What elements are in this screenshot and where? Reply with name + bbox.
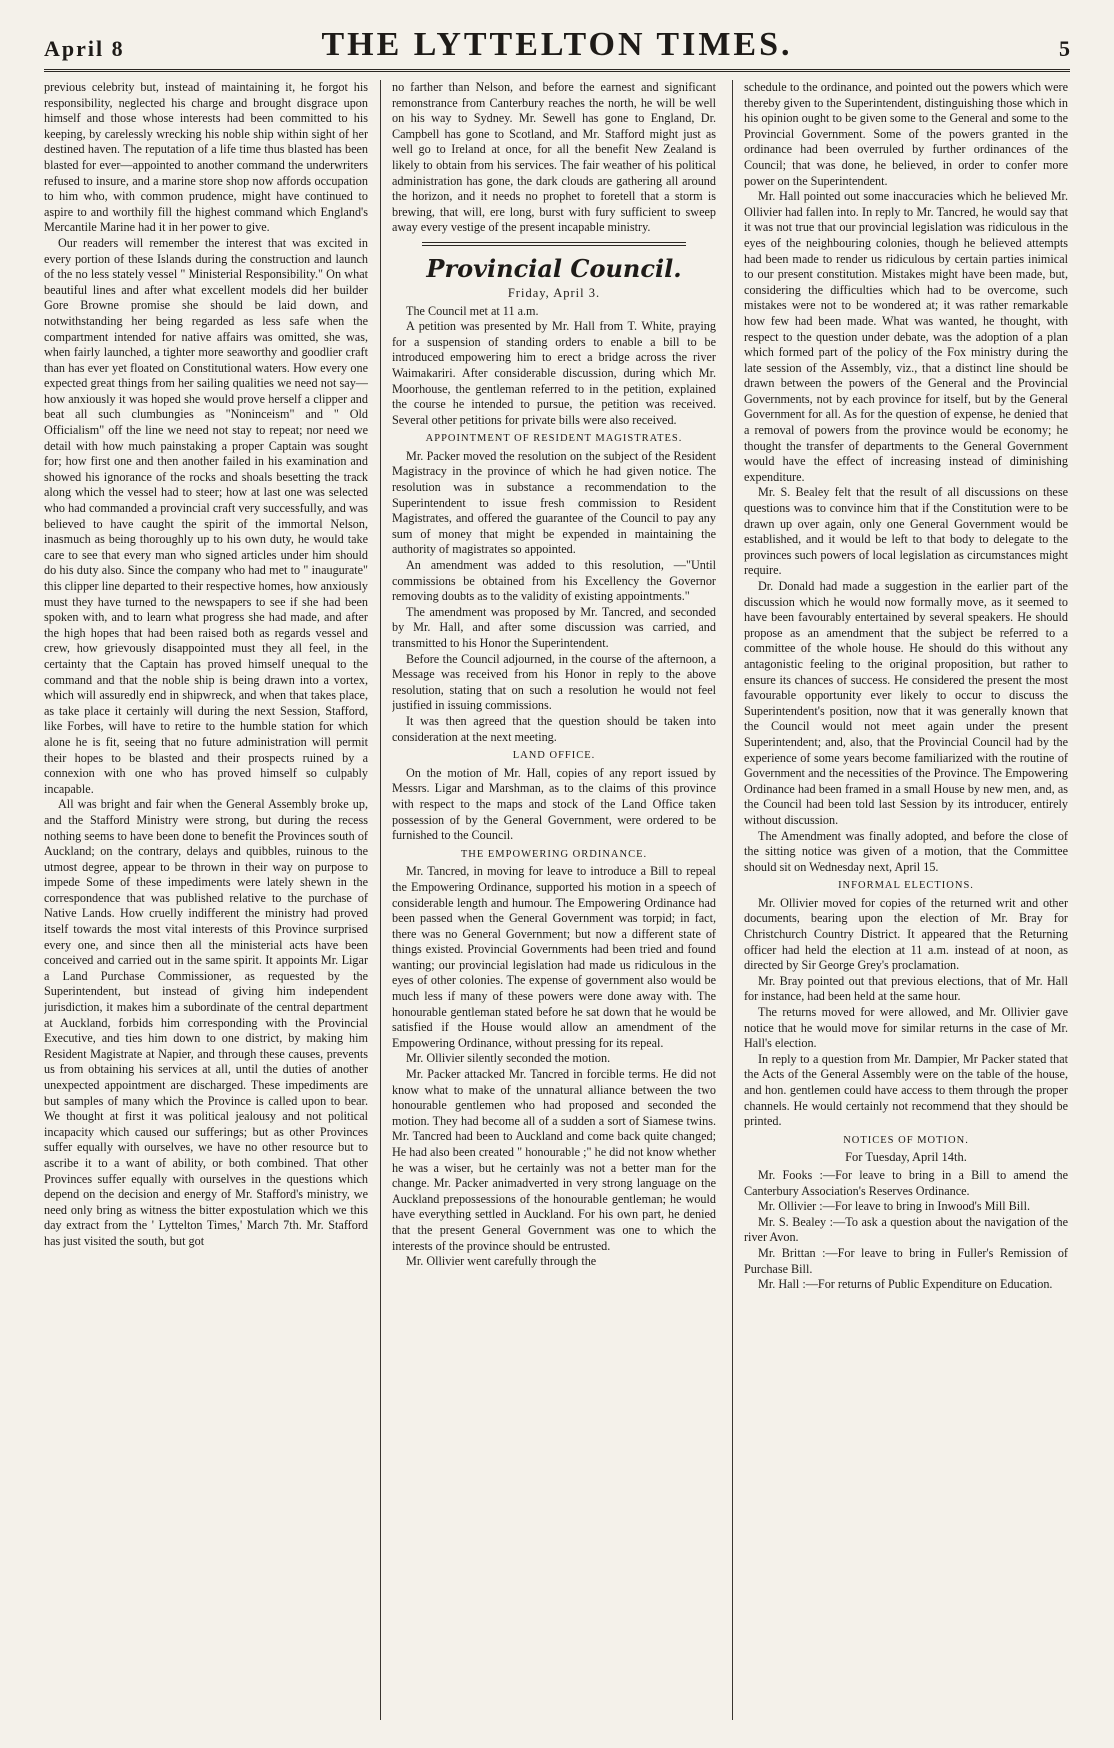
section-rule xyxy=(422,242,686,246)
report-paragraph: It was then agreed that the question should be taken into consideration at the next meeting. xyxy=(392,713,716,744)
report-paragraph: Dr. Donald had made a suggestion in the earlier part of the discussion which he would now formally move, as it seemed to have been favourably entertained by several speakers. He should propose as an amendment that the subject be referred to a committee of the whole house. He should do this without any antagonistic feeling to the original proposition, but rather to ensure its chances of success. He considered the present the most favourable opportunity ever likely to occur to discuss the Superintendent's position, now that it was generally known that the Council would not meet again under the present Superintendent; and, also, that the Provincial Council had by the experience of some years become familiarized with the routine of Government and the necessities of the Province. The Empowering Ordinance had been framed in a small House by new men, and, as the Council had been told last Session by its introducer, entirely without discussion. xyxy=(744,579,1068,827)
report-paragraph: In reply to a question from Mr. Dampier, Mr Packer stated that the Acts of the General Assembly were on the table of the house, and hon. gentlemen could have access to them through the proper channels. He would certainly not recommend that they should be printed. xyxy=(744,1051,1068,1129)
masthead xyxy=(44,18,1070,72)
article-paragraph: Our readers will remember the interest that was excited in every portion of these Islands during the construction and launch of the no less stately vessel " Ministerial Responsibility." On what beautiful lines and after what excellent models did her builder Gore Browne promise she should be laid down, and notwithstanding her being regarded as less safe when the compartment intended for native affairs was omitted, she was, when fairly launched, a tighter more seaworthy and goodlier craft than has ever yet floated on Constitutional waters. How every one expected great things from her sailing qualities we need not say—how anxiously it was hoped she would prove herself a clipper and beat all such clumbungies as "Noninceism" and " Old Officialism" off the line we need not stay to repeat; nor need we detail with how much painstaking a proper Captain was sought for; how first one and then another failed in his examination and showed his ignorance of the rocks and shoals besetting the track along which the vessel had to steer; how at last one was selected who had commanded a provincial craft very successfully, and was believed to have caught the spirit of the immortal Nelson, inasmuch as being thoroughly up to his own duty, he would take care to see that every man who signed articles under him should do his duty also. Since the company who had met to " inaugurate" this clipper line departed to their respective homes, how anxiously must they have turned to the newspapers to see if she had been spoken with, and to learn what progress she had made, and after the high hopes that had been raised both as regards vessel and crew, how grievously disappointed must they all feel, in the certainty that the Captain has proved himself unequal to the command and that the noble ship is being drawn into a vortex, which will assuredly end in shipwreck, and when that takes place, as take place it certainly will during the next Session, Stafford, like Forbes, will have to retire to the humble station for which alone he is fit, seeing that no future administration will permit their hopes to be blasted and their prospects ruined by a connexion with one who has proved himself so culpably incapable. xyxy=(44,235,368,796)
report-paragraph: Mr. Ollivier moved for copies of the returned writ and other documents, bearing upon the election of Mr. Bray for Christchurch Country District. It appeared that the Returning officer had held the election at 11 a.m. instead of at noon, as directed by Sir George Grey's proclamation. xyxy=(744,895,1068,973)
report-paragraph: Mr. Packer moved the resolution on the subject of the Resident Magistracy in the province of which he had given notice. The resolution was in substance a recommendation to the Superintendent to issue fresh commission to Resident Magistrates, and offered the guarantee of the Council to pay any sum of money that might be expended in maintaining the authority of magistrates so appointed. xyxy=(392,448,716,557)
issue-date: April 8 xyxy=(44,36,125,61)
report-paragraph: Before the Council adjourned, in the course of the afternoon, a Message was received from his Honor in reply to the above resolution, stating that on such a resolution he would not feel justified in issuing commissions. xyxy=(392,651,716,713)
report-paragraph: On the motion of Mr. Hall, copies of any report issued by Messrs. Ligar and Marshman, as to the claims of this province with respect to the maps and stock of the Land Office taken possession of by the General Government, were ordered to be furnished to the Council. xyxy=(392,765,716,843)
report-paragraph: Mr. Bray pointed out that previous elections, that of Mr. Hall for instance, had been held at the same hour. xyxy=(744,973,1068,1004)
subheading-land-office: LAND OFFICE. xyxy=(512,750,596,762)
notice-item: Mr. S. Bealey :—To ask a question about the navigation of the river Avon. xyxy=(744,1214,1068,1245)
page-number: 5 xyxy=(1059,36,1070,61)
notices-date: For Tuesday, April 14th. xyxy=(845,1150,967,1165)
article-paragraph: All was bright and fair when the General Assembly broke up, and the Stafford Ministry were strong, but during the recess nothing seems to have been done to benefit the Provinces south of Auckland; on the contrary, delays and quibbles, ruinous to the utmost degree, appear to be thrown in their way on purpose to impede Some of these impediments were lately shewn in the correspondence that was published relative to the purchase of Native Lands. How cruelly indifferent the ministry had proved itself towards the most vital interests of this Province surprised every one, and since then all the ministerial acts have been conceived and carried out in the same spirit. It appoints Mr. Ligar a Land Purchase Commissioner, as requested by the Superintendent, but instead of giving him independent jurisdiction, it makes him a subordinate of the central department at Auckland, forbids him corresponding with the Provincial Executive, and ties him down to one district, by making him Resident Magistrate at Napier, and through these causes, prevents us from obtaining his services at all, until the duties of another unexpected appointment are discharged. These impediments are but samples of many which the Province is called upon to bear. We thought at first it was political jealousy and not political incapacity which caused our sufferings; but as other Provinces suffer equally with ourselves, we have no other resource but to ascribe it to a want of ability, or both combined. That other Provinces suffer equally with ourselves in the questions which depend on the decision and energy of Mr. Stafford's ministry, we need only bring as witness the bitter expostulation which we this day extract from the ' Lyttelton Times,' March 7th. Mr. Stafford has just visited the south, but got xyxy=(44,797,368,1248)
report-paragraph: schedule to the ordinance, and pointed out the powers which were thereby given to the Superintendent, distinguishing those which in his opinion ought to be given some to the General and some to the Provincial Government. Some of the powers granted in the ordinance had been overruled by further ordinances of the Council; that was done, he believed, in order to confer more power on the Superintendent. xyxy=(744,80,1068,188)
column-2 xyxy=(392,80,716,1730)
article-paragraph: previous celebrity but, instead of maintaining it, he forgot his responsibility, neglected his charge and brought disgrace upon himself and those whose interests had been committed to his keeping, by carelessly wrecking his noble ship within sight of her destined haven. The reputation of a life time thus blasted has been blasted for ever—appointed to another command the underwriters refused to insure, and a marine store shop now affords occupation to him who, with common prudence, might have continued to aspire to and worthily fill the highest command which England's Mercantile Marine had it in her power to give. xyxy=(44,80,368,235)
subheading-notices-of-motion: NOTICES OF MOTION. xyxy=(843,1134,969,1146)
report-paragraph: The amendment was proposed by Mr. Tancred, and seconded by Mr. Hall, and after some discussion was carried, and transmitted to his Honor the Superintendent. xyxy=(392,604,716,650)
section-title: Provincial Council. xyxy=(426,253,682,283)
notice-item: Mr. Fooks :—For leave to bring in a Bill to amend the Canterbury Association's Reserves Ordinance. xyxy=(744,1167,1068,1198)
report-paragraph: The Amendment was finally adopted, and before the close of the sitting notice was given of a motion, that the Committee should sit on Wednesday next, April 15. xyxy=(744,828,1068,874)
article-paragraph: no farther than Nelson, and before the earnest and significant remonstrance from Canterbury reaches the north, he will be well on his way to Sydney. Mr. Sewell has gone to England, Dr. Campbell has gone to Scotland, and Mr. Stafford might just as well go to Ireland at once, for all the benefit New Zealand is likely to obtain from his services. The fair weather of his political administration has gone, the dark clouds are gathering all around the horizon, and it needs no prophet to foretell that a storm is brewing, that will, ere long, burst with fury sufficient to sweep away every vestige of the present incapable ministry. xyxy=(392,80,716,235)
section-date: Friday, April 3. xyxy=(507,285,601,300)
notice-item: Mr. Hall :—For returns of Public Expenditure on Education. xyxy=(758,1277,1053,1292)
report-paragraph: A petition was presented by Mr. Hall from T. White, praying for a suspension of standing orders to enable a bill to be introduced empowering him to erect a bridge across the river Waimakariri. After considerable discussion, during which Mr. Moorhouse, the gentleman referred to in the petition, explained the course he intended to pursue, the petition was received. Several other petitions for private bills were also received. xyxy=(392,319,716,427)
subheading-informal-elections: INFORMAL ELECTIONS. xyxy=(838,880,974,892)
subheading-magistrates: APPOINTMENT OF RESIDENT MAGISTRATES. xyxy=(425,433,683,445)
report-paragraph: The returns moved for were allowed, and Mr. Ollivier gave notice that he would move for similar returns in the case of Mr. Hall's election. xyxy=(744,1005,1068,1051)
column-divider xyxy=(732,80,733,1720)
column-1 xyxy=(44,80,368,1730)
column-3 xyxy=(744,80,1068,1730)
subheading-empowering-ordinance: THE EMPOWERING ORDINANCE. xyxy=(460,848,648,860)
notice-item: Mr. Brittan :—For leave to bring in Fuller's Remission of Purchase Bill. xyxy=(744,1245,1068,1276)
report-paragraph: The Council met at 11 a.m. xyxy=(406,303,539,318)
report-paragraph: Mr. Tancred, in moving for leave to introduce a Bill to repeal the Empowering Ordinance, supported his motion in a speech of considerable length and humour. The Empowering Ordinance had been passed when the General Government was torpid; in fact, there was no General Government; but now a different state of things existed. Provincial Governments had been tried and found wanting; our provincial legislation had made us ridiculous in the eyes of other colonies. The expense of government also would be much less if many of these powers were done away with. The honourable gentleman stated before he sat down that he would be satisfied if the House would allow an amendment of the Empowering Ordinance, without pressing for its repeal. xyxy=(392,864,716,1050)
notice-item: Mr. Ollivier :—For leave to bring in Inwood's Mill Bill. xyxy=(758,1199,1030,1214)
report-paragraph: Mr. Packer attacked Mr. Tancred in forcible terms. He did not know what to make of the unnatural alliance between the two honourable gentlemen who had proposed and seconded the motion. They had become all of a sudden a sort of Siamese twins. Mr. Tancred had been to Auckland and come back quite changed; He had also been created " honourable ;" he did not know whether he was a wiser, but he certainly was not a better man for the change. Mr. Packer animadverted in very strong language on the Auckland prepossessions of the honourable gentleman; he would have everything settled in Auckland. For his own part, he denied that the present General Government was one to which the interests of the province should be entrusted. xyxy=(392,1067,716,1253)
newspaper-title: THE LYTTELTON TIMES. xyxy=(321,26,793,63)
report-paragraph: Mr. Ollivier silently seconded the motion. xyxy=(406,1051,611,1066)
report-paragraph: Mr. Hall pointed out some inaccuracies which he believed Mr. Ollivier had fallen into. In reply to Mr. Tancred, he would say that it was not true that our provincial legislation was ridiculous in the eyes of the neighbouring colonies, though he believed attempts had been made to render us ridiculous by certain parties inimical to our present constitution. Mistakes might have been made, but, considering the difficulties which had to be overcome, such mistakes were not to be wondered at; it was rather remarkable how few had been made. What was wanted, he thought, with respect to the question under debate, was the adoption of a plan which formed part of the policy of the Fox ministry during the late session of the Assembly, viz., that a distinct line should be drawn between the powers of the General and the Provincial Governments, not by each province for itself, but by the General Government for all. As for the question of expense, he denied that a removal of powers from the province would be economy; he thought the transfer of departments to the General Government would have the effect of increasing instead of diminishing expenditure. xyxy=(744,189,1068,484)
report-paragraph: Mr. S. Bealey felt that the result of all discussions on these questions was to convince him that if the Constitution were to be drawn up over again, only one General Government would be established, and it would be left to that body to delegate to the provinces such powers of local legislation as circumstances might require. xyxy=(744,485,1068,578)
column-divider xyxy=(380,80,381,1720)
report-paragraph: Mr. Ollivier went carefully through the xyxy=(406,1254,597,1269)
report-paragraph: An amendment was added to this resolution, —"Until commissions be obtained from his Excellency the Governor removing doubts as to the validity of existing appointments." xyxy=(392,558,716,604)
